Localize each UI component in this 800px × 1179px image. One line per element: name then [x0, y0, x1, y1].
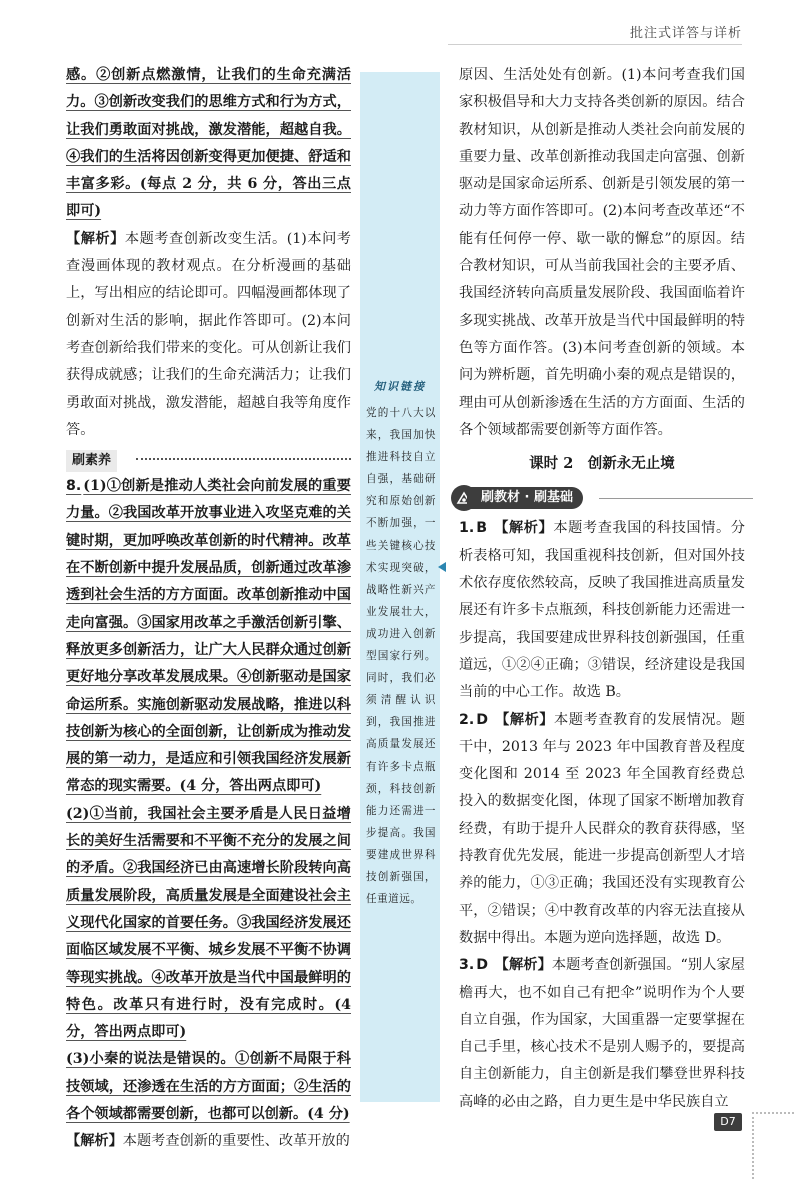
knowledge-link-sidebar — [360, 72, 440, 1102]
right-column — [459, 62, 745, 1116]
section-banner — [451, 485, 745, 511]
question-number: 8. — [66, 478, 82, 495]
analysis-tag: 【解析】 — [494, 520, 554, 537]
lesson-title: 课时 2 创新永无止境 — [529, 455, 675, 473]
header-title: 批注式详答与详析 — [629, 26, 742, 41]
question-8-part-1 — [66, 473, 351, 801]
page-number: D7 — [714, 1113, 742, 1131]
header-rule — [448, 44, 742, 45]
analysis-tag: 【解析】 — [495, 711, 555, 728]
analysis-text: 本题考查创新的重要性、改革开放的 — [122, 1133, 350, 1150]
question-number: 1. — [459, 520, 475, 537]
analysis-paragraph — [66, 226, 351, 444]
answer-text: (1)①创新是推动人类社会向前发展的重要力量。②我国改革开放事业进入攻坚克难的关键时期，更加呼唤改革创新的时代精神。改革在不断创新中提升发展品质，创新通过改革渗透到社会生活的方方面面。改革创新推动中国走向富强。③国家用改革之手激活创新引擎、释放更多创新活力，让广大人民群众通过创新更好地分享改革发展成果。④创新驱动是国家命运所系。实施创新驱动发展战略，推进以科技创新为核心的全面创新，让创新成为推动发展的第一动力，是适应和引领我国经济发展新常态的现实需要。(4 分，答出两点即可) — [66, 478, 351, 795]
corner-dotted-decoration — [752, 1112, 794, 1179]
sidebar-text: 党的十八大以来，我国加快推进科技自立自强，基础研究和原始创新不断加强，一些关键核心技术实现突破，战略性新兴产业发展壮大，成功进入创新型国家行列。同时，我们必须清醒认识到，我国推进高质量发展还有许多卡点瓶颈，科技创新能力还需进一步提高。我国要建成世界科技创新强国，任重道远。 — [366, 407, 436, 906]
analysis-tag: 【解析】 — [494, 957, 552, 974]
analysis-text: 本题考查创新改变生活。(1)本问考查漫画体现的教材观点。在分析漫画的基础上，写出相应的结论即可。四幅漫画都体现了创新对生活的影响，据此作答即可。(2)本问考查创新给我们带来的变化。可从创新让我们获得成就感；让我们的生命充满活力；让我们勇敢面对挑战，激发潜能，超越自我等角度作答。 — [66, 230, 351, 438]
banner-rule — [599, 498, 753, 499]
dotted-divider — [136, 458, 351, 460]
analysis-text: 本题考查创新强国。“别人家屋檐再大，也不如自己有把伞”说明作为个人要自立自强，作为国家，大国重器一定要掌握在自己手里，核心技术不是别人赐予的，要提高自主创新能力，自主创新是我们攀登世界科技高峰的必由之路，自力更生是中华民族自立 — [459, 957, 745, 1110]
answer-paragraph: 感。②创新点燃激情，让我们的生命充满活力。③创新改变我们的思维方式和行为方式，让我们勇敢面对挑战，激发潜能，超越自我。④我们的生活将因创新变得更加便捷、舒适和丰富多彩。(每点 2 分，共 6 分，答出三点即可) — [66, 67, 351, 220]
question-2 — [459, 707, 745, 953]
banner-label: 刷教材 · 刷基础 — [467, 487, 583, 509]
analysis-paragraph-2 — [66, 1128, 351, 1155]
answer-choice: D — [476, 957, 489, 974]
answer-choice: B — [476, 520, 488, 537]
analysis-tag: 【解析】 — [66, 1133, 123, 1150]
section-label: 刷素养 — [66, 450, 117, 472]
question-number: 2. — [459, 711, 475, 728]
analysis-text: 本题考查我国的科技国情。分析表格可知，我国重视科技创新，但对国外技术依存度依然较高，反映了我国推进高质量发展还有许多卡点瓶颈，科技创新能力还需进一步提高，我国要建成世界科技创新强国，任重道远，①②④正确；③错误，经济建设是我国当前的中心工作。故选 B。 — [459, 520, 745, 701]
question-8-part-3: (3)小秦的说法是错误的。①创新不局限于科技领域，还渗透在生活的方方面面；②生活的各个领域都需要创新，也都可以创新。(4 分) — [66, 1051, 351, 1122]
question-number: 3. — [459, 957, 475, 974]
answer-choice: D — [476, 711, 489, 728]
left-column — [66, 62, 351, 1156]
question-3 — [459, 952, 745, 1116]
sidebar-title: 知识链接 — [374, 380, 426, 393]
question-1 — [459, 515, 745, 706]
analysis-tag: 【解析】 — [66, 230, 125, 247]
pointer-arrow-icon — [438, 562, 446, 572]
analysis-continuation: 原因、生活处处有创新。(1)本问考查我们国家积极倡导和大力支持各类创新的原因。结合教材知识，从创新是推动人类社会向前发展的重要力量、改革创新推动我国走向富强、创新驱动是国家命运所系、创新是引领发展的第一动力等方面作答即可。(2)本问考查改革还“不能有任何停一停、歇一歇的懈怠”的原因。结合教材知识，可从当前我国社会的主要矛盾、我国经济转向高质量发展阶段、我国面临着许多现实挑战、改革开放是当代中国最鲜明的特色等方面作答。(3)本问考查创新的领域。本问为辨析题，首先明确小秦的观点是错误的，理由可从创新渗透在生活的方方面面、生活的各个领域都需要创新等方面作答。 — [459, 67, 745, 438]
section-bar-brush-literacy — [66, 447, 351, 469]
question-8-part-2: (2)①当前，我国社会主要矛盾是人民日益增长的美好生活需要和不平衡不充分的发展之间的矛盾。②我国经济已由高速增长阶段转向高质量发展阶段，高质量发展是全面建设社会主义现代化国家的首要任务。③我国经济发展还面临区域发展不平衡、城乡发展不平衡不协调等现实挑战。④改革开放是当代中国最鲜明的特色。改革只有进行时，没有完成时。(4 分，答出两点即可) — [66, 805, 351, 1041]
analysis-text: 本题考查教育的发展情况。题干中，2013 年与 2023 年中国教育普及程度变化图和 2014 至 2023 年全国教育经费总投入的数据变化图，体现了国家不断增加教育经费，有助于提升人民群众的教育获得感，坚持教育优先发展，能进一步提高创新型人才培养的能力，①③正确；我国还没有实现教育公平，②错误；④中教育改革的内容无法直接从数据中得出。本题为逆向选择题，故选 D。 — [459, 711, 745, 946]
